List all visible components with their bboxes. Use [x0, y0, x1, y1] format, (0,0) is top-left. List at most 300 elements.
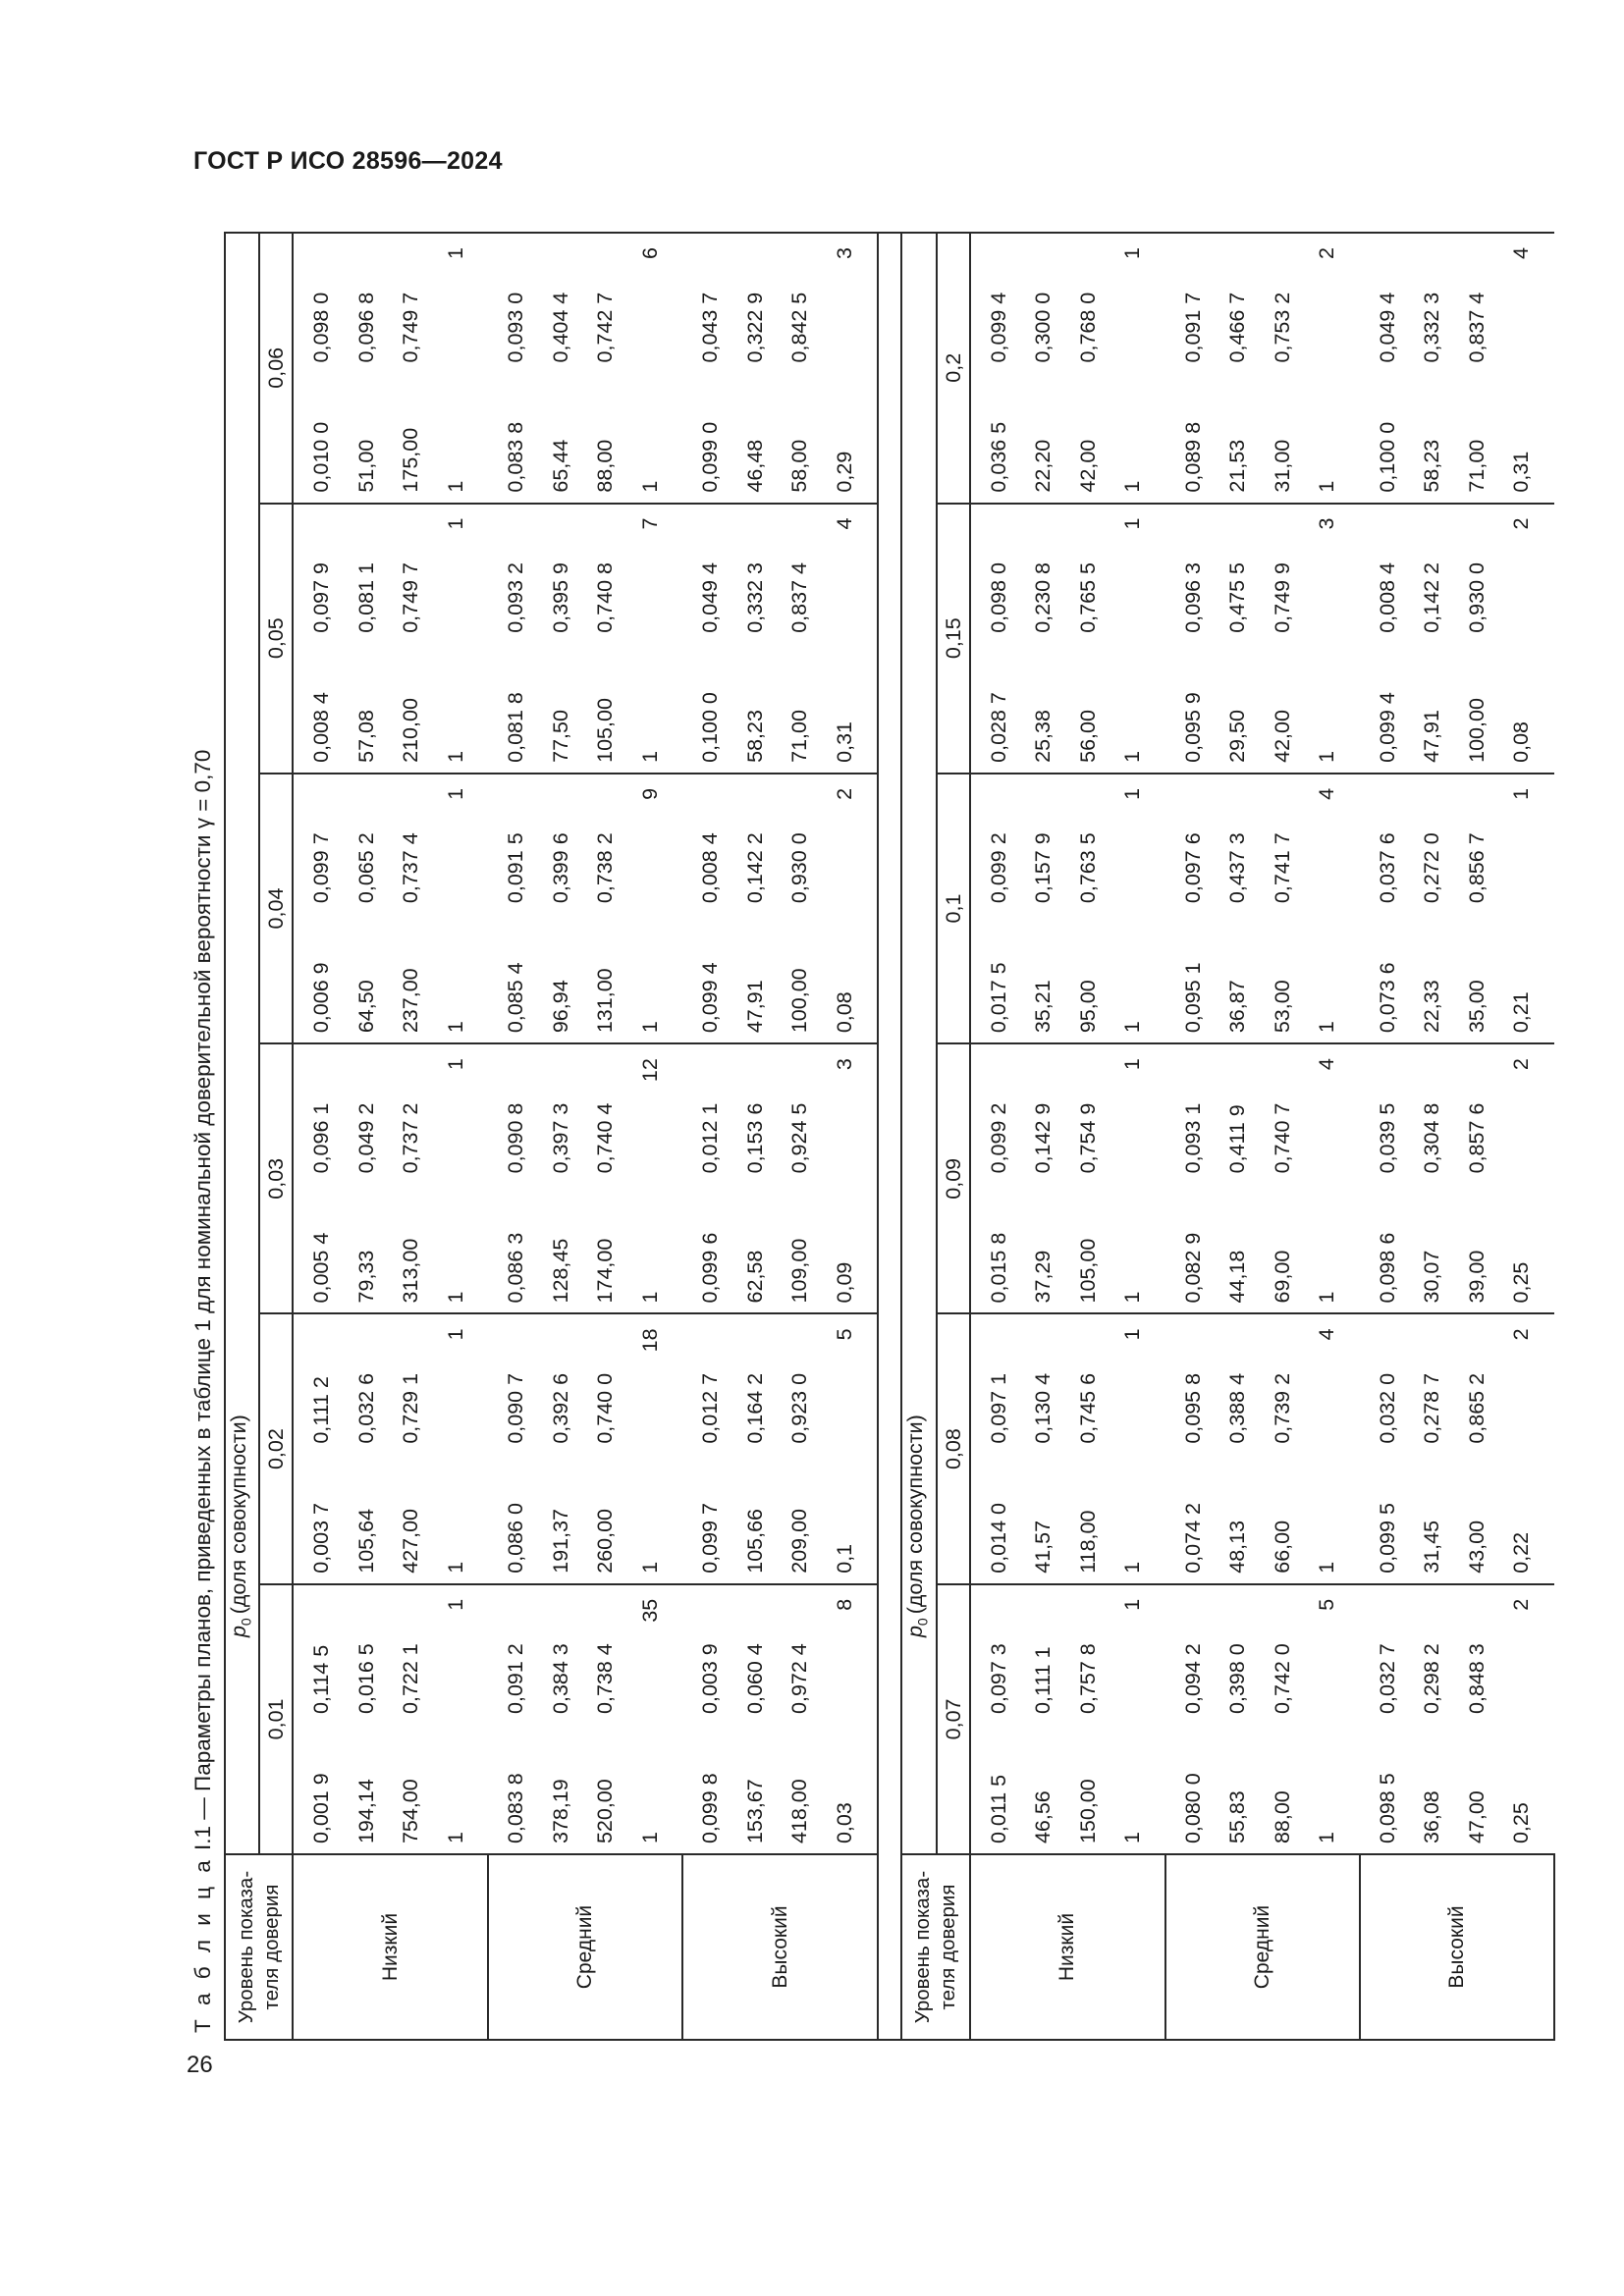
value-cell — [682, 1724, 878, 1854]
value-cell — [1165, 1584, 1360, 1724]
cell-value: 2 — [1315, 247, 1339, 259]
cell-value: 0,011 5 — [986, 1774, 1010, 1844]
cell-value: 0,097 6 — [1180, 832, 1205, 904]
cell-value: 1 — [443, 1058, 467, 1071]
value-cell — [293, 504, 488, 643]
cell-value: 0,278 7 — [1420, 1372, 1444, 1444]
cell-value: 4 — [1315, 787, 1339, 800]
cell-value: 29,50 — [1225, 710, 1250, 763]
value-cell — [488, 1454, 682, 1584]
value-cell — [1165, 504, 1360, 643]
cell-value: 0,398 0 — [1225, 1643, 1250, 1714]
cell-value: 0,142 2 — [742, 832, 767, 904]
cell-value: 0,036 5 — [986, 421, 1010, 493]
cell-value: 2 — [1509, 1598, 1534, 1611]
value-cell — [488, 1183, 682, 1313]
cell-value: 0,740 7 — [1270, 1102, 1294, 1174]
cell-value: 1 — [443, 247, 467, 259]
cell-value: 0,008 4 — [309, 692, 334, 763]
cell-value: 0,740 4 — [593, 1102, 618, 1174]
cell-value: 153,67 — [742, 1779, 767, 1844]
value-cell — [970, 774, 1165, 913]
cell-value: 427,00 — [399, 1508, 423, 1574]
cell-value: 2 — [1509, 1058, 1534, 1071]
value-cell — [1360, 1584, 1554, 1724]
cell-value: 5 — [832, 1328, 856, 1341]
cell-value: 0,745 6 — [1075, 1372, 1100, 1444]
value-cell — [682, 913, 878, 1043]
table-row — [970, 233, 1165, 2040]
cell-value: 66,00 — [1270, 1520, 1294, 1574]
value-cell — [1165, 1313, 1360, 1453]
cell-value: 0,100 0 — [1375, 421, 1399, 493]
cell-value: 100,00 — [787, 968, 812, 1034]
cell-value: 46,48 — [742, 439, 767, 493]
cell-value: 0,923 0 — [787, 1372, 812, 1444]
cell-value: 22,33 — [1420, 980, 1444, 1034]
cell-value: 0,098 0 — [986, 562, 1010, 633]
cell-value: 0,749 9 — [1270, 562, 1294, 633]
cell-value: 0,097 9 — [309, 562, 334, 633]
value-cell — [293, 1724, 488, 1854]
cell-value: 0,738 2 — [593, 832, 618, 904]
cell-value: 96,94 — [548, 980, 572, 1034]
cell-value: 3 — [1315, 517, 1339, 530]
cell-value: 1 — [1315, 1561, 1339, 1574]
cell-value: 0,31 — [1509, 451, 1534, 493]
cell-value: 0,032 7 — [1375, 1643, 1399, 1714]
cell-value: 0,111 2 — [309, 1376, 334, 1444]
cell-value: 1 — [443, 787, 467, 800]
value-cell — [488, 913, 682, 1043]
value-cell — [1165, 1454, 1360, 1584]
cell-value: 2 — [1509, 1328, 1534, 1341]
cell-value: 191,37 — [548, 1508, 572, 1574]
cell-value: 0,017 5 — [986, 962, 1010, 1034]
cell-value: 1 — [1315, 1291, 1339, 1304]
cell-value: 0,093 2 — [504, 562, 528, 633]
value-cell — [682, 1313, 878, 1453]
cell-value: 0,765 5 — [1075, 562, 1100, 633]
cell-value: 1 — [637, 1291, 662, 1304]
value-cell — [970, 1724, 1165, 1854]
cell-value: 0,865 2 — [1464, 1372, 1489, 1444]
cell-value: 1 — [1120, 247, 1145, 259]
caption-prefix: Т а б л и ц а — [190, 1856, 215, 2033]
cell-value: 0,086 0 — [504, 1503, 528, 1574]
cell-value: 0,729 1 — [399, 1372, 423, 1444]
p0-subscript: 0 — [914, 1618, 931, 1627]
cell-value: 209,00 — [787, 1508, 812, 1574]
p0-value: 0,15 — [937, 504, 970, 774]
value-cell — [682, 372, 878, 503]
level-label: Высокий — [682, 1854, 878, 2040]
level-label: Высокий — [1360, 1854, 1554, 2040]
cell-value: 0,111 1 — [1031, 1646, 1056, 1714]
cell-value: 0,039 5 — [1375, 1102, 1399, 1174]
value-cell — [488, 1313, 682, 1453]
value-cell — [488, 504, 682, 643]
cell-value: 0,332 3 — [742, 562, 767, 633]
cell-value: 1 — [1120, 1291, 1145, 1304]
cell-value: 4 — [1509, 247, 1534, 259]
cell-value: 0,395 9 — [548, 562, 572, 633]
cell-value: 0,739 2 — [1270, 1372, 1294, 1444]
cell-value: 1 — [637, 1021, 662, 1034]
cell-value: 1 — [1315, 1832, 1339, 1844]
cell-value: 41,57 — [1031, 1520, 1056, 1574]
cell-value: 0,043 7 — [698, 292, 723, 363]
cell-value: 0,399 6 — [548, 832, 572, 904]
cell-value: 0,012 1 — [698, 1102, 723, 1174]
value-cell — [682, 1183, 878, 1313]
cell-value: 1 — [443, 1561, 467, 1574]
cell-value: 43,00 — [1464, 1520, 1489, 1574]
value-cell — [488, 774, 682, 913]
cell-value: 1 — [1315, 1021, 1339, 1034]
cell-value: 0,924 5 — [787, 1102, 812, 1174]
cell-value: 1 — [1120, 1021, 1145, 1034]
cell-value: 0,099 4 — [698, 962, 723, 1034]
cell-value: 1 — [443, 750, 467, 763]
cell-value: 0,005 4 — [309, 1232, 334, 1304]
cell-value: 0,095 9 — [1180, 692, 1205, 763]
level-header: Уровень показа-теля доверия — [225, 1854, 293, 2040]
cell-value: 47,91 — [1420, 710, 1444, 763]
cell-value: 0,300 0 — [1031, 292, 1056, 363]
cell-value: 0,411 9 — [1225, 1104, 1250, 1174]
cell-value: 0,083 8 — [504, 1773, 528, 1844]
value-cell — [682, 504, 878, 643]
cell-value: 1 — [443, 1328, 467, 1341]
page-number: 26 — [187, 2052, 213, 2078]
cell-value: 0,006 9 — [309, 962, 334, 1034]
cell-value: 0,010 0 — [309, 421, 334, 493]
p0-value: 0,02 — [259, 1313, 293, 1583]
cell-value: 0,304 8 — [1420, 1102, 1444, 1174]
cell-value: 0,22 — [1509, 1531, 1534, 1574]
value-cell — [682, 233, 878, 372]
cell-value: 0,153 6 — [742, 1102, 767, 1174]
cell-value: 0,08 — [1509, 721, 1534, 763]
value-cell — [1165, 233, 1360, 372]
cell-value: 0,740 0 — [593, 1372, 618, 1444]
cell-value: 0,437 3 — [1225, 832, 1250, 904]
cell-value: 0,930 0 — [787, 832, 812, 904]
value-cell — [293, 372, 488, 503]
cell-value: 31,00 — [1270, 439, 1294, 493]
p0-value: 0,08 — [937, 1313, 970, 1583]
cell-value: 0,098 0 — [309, 292, 334, 363]
value-cell — [1165, 774, 1360, 913]
cell-value: 0,099 2 — [986, 832, 1010, 904]
cell-value: 0,073 6 — [1375, 962, 1399, 1034]
value-cell — [1360, 1313, 1554, 1453]
value-cell — [1360, 643, 1554, 774]
cell-value: 22,20 — [1031, 439, 1056, 493]
cell-value: 0,230 8 — [1031, 562, 1056, 633]
cell-value: 0,093 1 — [1180, 1102, 1205, 1174]
cell-value: 12 — [637, 1058, 662, 1083]
value-cell — [1165, 643, 1360, 774]
p0-value: 0,07 — [937, 1584, 970, 1854]
cell-value: 0,049 2 — [353, 1102, 378, 1174]
cell-value: 100,00 — [1464, 698, 1489, 763]
p0-values-row — [937, 233, 970, 2040]
cell-value: 174,00 — [593, 1238, 618, 1304]
cell-value: 0,032 0 — [1375, 1372, 1399, 1444]
cell-value: 48,13 — [1225, 1520, 1250, 1574]
value-cell — [1360, 1043, 1554, 1183]
cell-value: 0,028 7 — [986, 692, 1010, 763]
cell-value: 150,00 — [1075, 1779, 1100, 1844]
value-cell — [1360, 233, 1554, 372]
value-cell — [970, 1584, 1165, 1724]
table-caption — [183, 232, 224, 2041]
cell-value: 69,00 — [1270, 1250, 1294, 1304]
cell-value: 88,00 — [593, 439, 618, 493]
document-header: ГОСТ Р ИСО 28596—2024 — [193, 147, 503, 175]
cell-value: 0,322 9 — [742, 292, 767, 363]
cell-value: 0,737 4 — [399, 832, 423, 904]
cell-value: 56,00 — [1075, 710, 1100, 763]
cell-value: 64,50 — [353, 980, 378, 1034]
cell-value: 71,00 — [1464, 439, 1489, 493]
cell-value: 131,00 — [593, 968, 618, 1034]
cell-value: 0,008 4 — [698, 832, 723, 904]
cell-value: 1 — [1120, 1058, 1145, 1071]
cell-value: 0,740 8 — [593, 562, 618, 633]
value-cell — [293, 643, 488, 774]
p0-value: 0,2 — [937, 233, 970, 504]
rotated-table-area — [183, 232, 1555, 2041]
cell-value: 0,097 1 — [986, 1372, 1010, 1444]
cell-value: 35 — [637, 1598, 662, 1623]
table-row — [682, 233, 878, 2040]
cell-value: 0,093 0 — [504, 292, 528, 363]
cell-value: 7 — [637, 517, 662, 530]
cell-value: 18 — [637, 1328, 662, 1353]
cell-value: 0,099 4 — [986, 292, 1010, 363]
cell-value: 0,098 5 — [1375, 1773, 1399, 1844]
value-cell — [970, 643, 1165, 774]
cell-value: 1 — [443, 1598, 467, 1611]
cell-value: 0,404 4 — [548, 292, 572, 363]
value-cell — [970, 1043, 1165, 1183]
cell-value: 1 — [443, 517, 467, 530]
cell-value: 1 — [443, 1021, 467, 1034]
cell-value: 1 — [443, 1291, 467, 1304]
level-label: Низкий — [293, 1854, 488, 2040]
cell-value: 105,00 — [1075, 1238, 1100, 1304]
cell-value: 0,142 2 — [1420, 562, 1444, 633]
value-cell — [488, 1724, 682, 1854]
value-cell — [1360, 1454, 1554, 1584]
value-cell — [488, 372, 682, 503]
cell-value: 1 — [637, 1832, 662, 1844]
cell-value: 418,00 — [787, 1779, 812, 1844]
cell-value: 0,741 7 — [1270, 832, 1294, 904]
cell-value: 175,00 — [399, 427, 423, 493]
cell-value: 1 — [1120, 750, 1145, 763]
cell-value: 0,065 2 — [353, 832, 378, 904]
value-cell — [1165, 913, 1360, 1043]
cell-value: 0,837 4 — [1464, 292, 1489, 363]
cell-value: 0,388 4 — [1225, 1372, 1250, 1444]
value-cell — [682, 1043, 878, 1183]
cell-value: 0,099 8 — [698, 1773, 723, 1844]
cell-value: 0,086 3 — [504, 1232, 528, 1304]
cell-value: 0,001 9 — [309, 1773, 334, 1844]
cell-value: 0,164 2 — [742, 1372, 767, 1444]
level-label: Низкий — [970, 1854, 1165, 2040]
cell-value: 0,003 7 — [309, 1503, 334, 1574]
cell-value: 0,737 2 — [399, 1102, 423, 1174]
cell-value: 0,384 3 — [548, 1643, 572, 1714]
table-row — [488, 233, 682, 2040]
cell-value: 0,003 9 — [698, 1643, 723, 1714]
cell-value: 5 — [1315, 1598, 1339, 1611]
value-cell — [1165, 1724, 1360, 1854]
value-cell — [488, 233, 682, 372]
value-cell — [1360, 504, 1554, 643]
cell-value: 62,58 — [742, 1250, 767, 1304]
cell-value: 0,466 7 — [1225, 292, 1250, 363]
cell-value: 46,56 — [1031, 1790, 1056, 1844]
p0-subscript: 0 — [238, 1618, 254, 1627]
cell-value: 77,50 — [548, 710, 572, 763]
cell-value: 0,114 5 — [309, 1644, 334, 1714]
level-label: Средний — [488, 1854, 682, 2040]
cell-value: 0,130 4 — [1031, 1372, 1056, 1444]
cell-value: 105,66 — [742, 1508, 767, 1574]
cell-value: 1 — [1120, 1561, 1145, 1574]
cell-value: 105,00 — [593, 698, 618, 763]
cell-value: 6 — [637, 247, 662, 259]
value-cell — [1360, 1724, 1554, 1854]
p0-values-row — [259, 233, 293, 2040]
cell-value: 0,930 0 — [1464, 562, 1489, 633]
value-cell — [1165, 1183, 1360, 1313]
cell-value: 42,00 — [1075, 439, 1100, 493]
table-row — [1165, 233, 1360, 2040]
cell-value: 21,53 — [1225, 439, 1250, 493]
cell-value: 42,00 — [1270, 710, 1294, 763]
cell-value: 0,098 6 — [1375, 1232, 1399, 1304]
cell-value: 0,100 0 — [698, 692, 723, 763]
cell-value: 4 — [1315, 1058, 1339, 1071]
cell-value: 0,272 0 — [1420, 832, 1444, 904]
level-label: Средний — [1165, 1854, 1360, 2040]
cell-value: 0,749 7 — [399, 292, 423, 363]
cell-value: 0,31 — [832, 721, 856, 763]
cell-value: 4 — [1315, 1328, 1339, 1341]
cell-value: 0,03 — [832, 1802, 856, 1844]
cell-value: 194,14 — [353, 1779, 378, 1844]
cell-value: 0,1 — [832, 1543, 856, 1574]
cell-value: 0,857 6 — [1464, 1102, 1489, 1174]
p0-value: 0,1 — [937, 774, 970, 1043]
cell-value: 0,099 7 — [309, 832, 334, 904]
value-cell — [293, 1183, 488, 1313]
cell-value: 95,00 — [1075, 980, 1100, 1034]
cell-value: 0,25 — [1509, 1261, 1534, 1304]
cell-value: 0,090 8 — [504, 1102, 528, 1174]
value-cell — [682, 1584, 878, 1724]
cell-value: 378,19 — [548, 1779, 572, 1844]
cell-value: 1 — [443, 480, 467, 493]
cell-value: 0,080 0 — [1180, 1773, 1205, 1844]
cell-value: 3 — [832, 1058, 856, 1071]
value-cell — [1360, 774, 1554, 913]
value-cell — [970, 372, 1165, 503]
value-cell — [293, 233, 488, 372]
cell-value: 31,45 — [1420, 1520, 1444, 1574]
cell-value: 0,157 9 — [1031, 832, 1056, 904]
p0-value: 0,04 — [259, 774, 293, 1043]
cell-value: 0,091 7 — [1180, 292, 1205, 363]
cell-value: 37,29 — [1031, 1250, 1056, 1304]
cell-value: 1 — [1509, 787, 1534, 800]
value-cell — [488, 1043, 682, 1183]
cell-value: 0,742 0 — [1270, 1643, 1294, 1714]
value-cell — [293, 913, 488, 1043]
p0-header — [901, 233, 936, 1854]
p0-value: 0,09 — [937, 1043, 970, 1313]
cell-value: 0,392 6 — [548, 1372, 572, 1444]
value-cell — [488, 643, 682, 774]
cell-value: 0,763 5 — [1075, 832, 1100, 904]
cell-value: 0,21 — [1509, 991, 1534, 1034]
cell-value: 0,096 8 — [353, 292, 378, 363]
cell-value: 0,099 6 — [698, 1232, 723, 1304]
cell-value: 0,081 8 — [504, 692, 528, 763]
cell-value: 0,090 7 — [504, 1372, 528, 1444]
value-cell — [1360, 913, 1554, 1043]
cell-value: 0,397 3 — [548, 1102, 572, 1174]
value-cell — [682, 1454, 878, 1584]
cell-value: 0,037 6 — [1375, 832, 1399, 904]
cell-value: 0,049 4 — [698, 562, 723, 633]
cell-value: 0,095 8 — [1180, 1372, 1205, 1444]
cell-value: 88,00 — [1270, 1790, 1294, 1844]
cell-value: 0,091 5 — [504, 832, 528, 904]
header-row — [225, 233, 259, 2040]
cell-value: 53,00 — [1270, 980, 1294, 1034]
cell-value: 0,074 2 — [1180, 1503, 1205, 1574]
cell-value: 0,753 2 — [1270, 292, 1294, 363]
cell-value: 47,00 — [1464, 1790, 1489, 1844]
cell-value: 0,012 7 — [698, 1372, 723, 1444]
cell-value: 0,099 0 — [698, 421, 723, 493]
cell-value: 1 — [1120, 1832, 1145, 1844]
cell-value: 55,83 — [1225, 1790, 1250, 1844]
value-cell — [1165, 372, 1360, 503]
p0-symbol: p — [903, 1626, 928, 1638]
cell-value: 0,742 7 — [593, 292, 618, 363]
value-cell — [293, 1043, 488, 1183]
cell-value: 39,00 — [1464, 1250, 1489, 1304]
p0-header-text: (доля совокупности) — [227, 1415, 250, 1615]
value-cell — [682, 774, 878, 913]
cell-value: 0,099 7 — [698, 1503, 723, 1574]
cell-value: 0,083 8 — [504, 421, 528, 493]
cell-value: 0,099 2 — [986, 1102, 1010, 1174]
value-cell — [488, 1584, 682, 1724]
parameters-table — [224, 232, 1555, 2041]
cell-value: 0,29 — [832, 451, 856, 493]
cell-value: 1 — [1315, 750, 1339, 763]
